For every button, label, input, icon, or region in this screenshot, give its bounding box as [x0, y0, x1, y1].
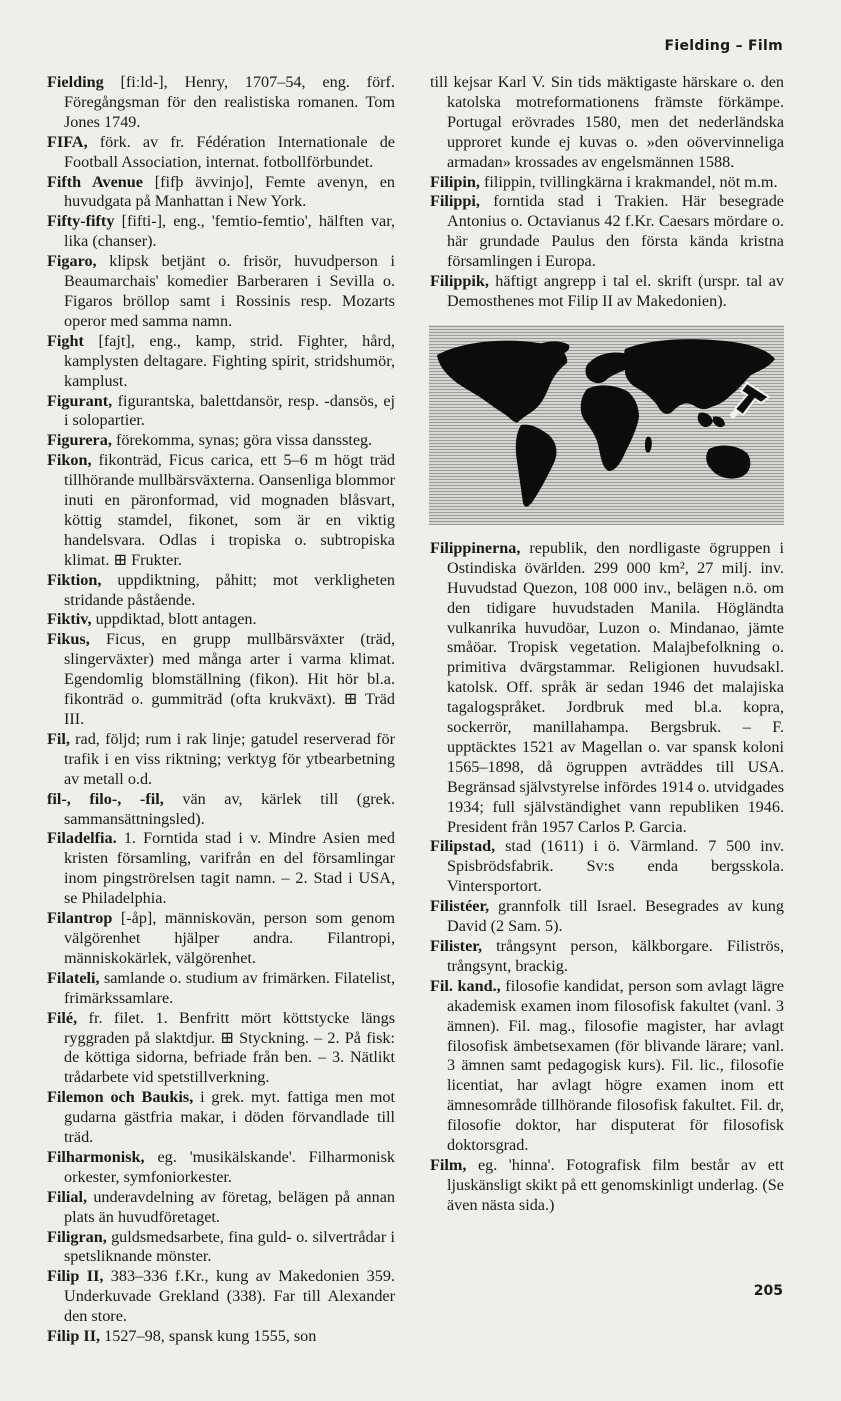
- dictionary-entry: [47, 133, 395, 173]
- dictionary-entry: [430, 977, 784, 1156]
- entry-text: uppdiktad, blott antagen.: [91, 610, 257, 629]
- dictionary-entry: [47, 1228, 395, 1268]
- entry-headword: Filadelfia.: [47, 829, 117, 848]
- dictionary-entry: [47, 730, 395, 790]
- entry-text: [-åp], människovän, person som genom välgörenhet hjälper andra. Filantropi, människokärlek, välgörenhet.: [64, 909, 395, 967]
- entry-headword: Figaro,: [47, 252, 97, 271]
- entry-text: trångsynt person, kälkborgare. Filiströs, trångsynt, brackig.: [447, 937, 784, 975]
- entry-text: guldsmedsarbete, fina guld- o. silvertrådar i spetsliknande mönster.: [64, 1227, 395, 1266]
- entry-text: fr. filet. 1. Benfritt mört köttstycke längs ryggraden på slaktdjur. ⊞ Styckning. – 2. På fisk: de köttiga sidorna, befriade från ben. – 3. Nätlikt trådarbete vid spetstillverkning.: [64, 1008, 395, 1087]
- dictionary-entry: [430, 937, 784, 977]
- entry-headword: FIFA,: [47, 132, 88, 151]
- entry-text: i grek. myt. fattiga men mot gudarna gästfria makar, i döden förvandlade till träd.: [64, 1088, 396, 1147]
- entry-headword: Filipstad,: [430, 837, 496, 856]
- entry-text: eg. 'musikälskande'. Filharmonisk orkester, symfoniorkester.: [64, 1147, 395, 1186]
- dictionary-entry: [430, 539, 784, 838]
- dictionary-entry: [47, 969, 395, 1009]
- dictionary-entry: [47, 252, 395, 332]
- dictionary-entry: [47, 571, 395, 611]
- entry-text: republik, den nordligaste ögruppen i Ostindiska övärlden. 299 000 km², 27 milj. inv. Huvudstad Quezon, 108 000 inv., belägen n.ö. om den tidigare huvudstaden Manila. Högländta vulkanrika huvudöar, Luzon o. Mindanao, jämte småöar. Tropisk vegetation. Malajbefolkning o. primitiva dvärgstammar. Religionen huvudsakl. katolsk. Off. språk är sedan 1946 det malajiska tagalogspråket. Jordbruk med bl.a. kopra, sockerrör, manillahampa. Bergsbruk. – F. upptäcktes 1521 av Magellan o. var spansk koloni 1565–1898, då ögruppen avträddes till USA. Begränsad självstyrelse infördes 1914 o. utvidgades 1934; full självständighet vann republiken 1946. President från 1957 Carlos P. Garcia.: [447, 538, 784, 836]
- entry-text: häftigt angrepp i tal el. skrift (urspr. tal av Demosthenes mot Filip II av Makedonien).: [447, 272, 784, 310]
- entry-text: underavdelning av företag, belägen på annan plats än huvudföretaget.: [64, 1187, 395, 1226]
- entry-text: rad, följd; rum i rak linje; gatudel reserverad för trafik i en viss riktning; verktyg för ytbearbetning av metall o.d.: [64, 729, 395, 788]
- right-column: [430, 73, 784, 1216]
- left-column: [47, 73, 395, 1347]
- entry-headword: Figurant,: [47, 391, 113, 410]
- entry-text: förekomma, synas; göra vissa danssteg.: [111, 431, 373, 450]
- entry-text: 1527–98, spansk kung 1555, son: [100, 1327, 317, 1346]
- entry-headword: Fifth Avenue: [47, 172, 143, 191]
- entry-text: vän av, kärlek till (grek. sammansättningsled).: [64, 789, 395, 828]
- dictionary-entry: [47, 1009, 395, 1089]
- entry-headword: Filigran,: [47, 1227, 107, 1246]
- page-number: 205: [753, 1283, 783, 1299]
- entry-headword: Fielding: [47, 73, 104, 91]
- entry-headword: Fight: [47, 331, 84, 350]
- entry-text: Ficus, en grupp mullbärsväxter (träd, slingerväxter) med många arter i varma klimat. Egendomlig blomställning (fikon). Hit hör bl.a. fikonträd o. gummiträd (ofta krukväxt). ⊞ Träd III.: [64, 630, 395, 728]
- entry-headword: Fikon,: [47, 451, 92, 470]
- dictionary-entry: [47, 451, 395, 570]
- entry-headword: Filharmonisk,: [47, 1147, 145, 1166]
- right-column-bottom: [430, 539, 784, 1216]
- entry-headword: Filé,: [47, 1008, 78, 1027]
- dictionary-entry: [47, 610, 395, 630]
- entry-headword: Fiktiv,: [47, 610, 92, 629]
- right-column-top: [430, 73, 784, 312]
- entry-text: klipsk betjänt o. frisör, huvudperson i Beaumarchais' komedier Barberaren i Sevilla o. Figaros bröllop samt i Rossinis resp. Mozarts operor med samma namn.: [64, 252, 395, 330]
- dictionary-entry: [47, 790, 395, 830]
- entry-text: fikonträd, Ficus carica, ett 5–6 m högt träd tillhörande mullbärsväxterna. Oansenliga blommor inuti en päronformad, vid mognaden blåsvart, köttig stamdel, fikonet, som är en viktig handelsvara. Odlas i tropiska o. subtropiska klimat. ⊞ Frukter.: [64, 451, 395, 569]
- entry-headword: Filateli,: [47, 968, 100, 987]
- dictionary-entry: [430, 897, 784, 937]
- entry-text: [fifti-], eng., 'femtio-femtio', hälften var, lika (chanser).: [64, 212, 395, 251]
- world-map-arrow-icon: [429, 325, 784, 525]
- entry-text: eg. 'hinna'. Fotografisk film består av ett ljuskänsligt skikt på ett genomskinligt underlag. (Se även nästa sida.): [447, 1155, 784, 1214]
- entry-headword: Filantrop: [47, 909, 113, 928]
- dictionary-entry: [47, 173, 395, 213]
- dictionary-entry: [47, 1327, 395, 1347]
- dictionary-entry: [47, 212, 395, 252]
- dictionary-entry: [47, 1148, 395, 1188]
- entry-headword: Filial,: [47, 1187, 88, 1206]
- world-map-figure: [429, 325, 784, 525]
- entry-text: [fiːld-], Henry, 1707–54, eng. förf. Föregångsman för den realistiska romanen. Tom Jones 1749.: [64, 73, 395, 131]
- dictionary-entry: [47, 1188, 395, 1228]
- running-head: Fielding – Film: [664, 38, 783, 54]
- dictionary-entry: [47, 630, 395, 730]
- dictionary-entry: [430, 73, 784, 173]
- entry-headword: Filistéer,: [430, 897, 490, 916]
- entry-text: stad (1611) i ö. Värmland. 7 500 inv. Spisbrödsfabrik. Sv:s enda bergsskola. Vintersportort.: [447, 837, 784, 896]
- entry-text: [fifþ ävvinjo], Femte avenyn, en huvudgata på Manhattan i New York.: [64, 172, 395, 211]
- entry-text: 383–336 f.Kr., kung av Makedonien 359. Underkuvade Grekland (338). Far till Alexander den store.: [64, 1267, 395, 1326]
- dictionary-entry: [47, 1267, 395, 1327]
- dictionary-entry: [430, 192, 784, 272]
- entry-headword: Fil. kand.,: [430, 976, 501, 995]
- entry-text: filosofie kandidat, person som avlagt lägre akademisk examen inom filosofisk fakultet (vanl. 3 ämnen). Fil. mag., filosofie magister, har avlagt filosofisk ämbetsexamen (för blivande lärare; vanl. 3 ämnen samt pedagogisk kurs). Fil. lic., filosofie licentiat, har avlagt högre examen inom ett ämnesområde tillhörande filosofisk fakultet. Fil. dr, filosofie doktor, har disputerat för filosofisk doktorsgrad.: [447, 976, 784, 1155]
- dictionary-entry: [430, 1156, 784, 1216]
- entry-headword: Fiktion,: [47, 570, 102, 589]
- entry-text: figurantska, balettdansör, resp. -dansös, ej i solopartier.: [64, 391, 395, 430]
- dictionary-entry: [47, 1088, 395, 1148]
- entry-headword: Fil,: [47, 729, 70, 748]
- entry-headword: Filip II,: [47, 1267, 104, 1286]
- entry-headword: Figurera,: [47, 431, 112, 450]
- entry-headword: Fikus,: [47, 630, 90, 649]
- entry-text: [fajt], eng., kamp, strid. Fighter, hård, kamplysten deltagare. Fighting spirit, stridshumör, kamplust.: [64, 331, 395, 390]
- dictionary-entry: [47, 909, 395, 969]
- dictionary-entry: [47, 73, 395, 133]
- entry-text: filippin, tvillingkärna i krakmandel, nöt m.m.: [479, 172, 778, 191]
- entry-headword: Filip II,: [47, 1327, 101, 1346]
- dictionary-entry: [430, 173, 784, 193]
- dictionary-entry: [47, 431, 395, 451]
- entry-headword: Filister,: [430, 937, 482, 955]
- entry-headword: fil-, filo-, -fil,: [47, 789, 164, 808]
- dictionary-entry: [47, 392, 395, 432]
- entry-headword: Filemon och Baukis,: [47, 1088, 194, 1107]
- entry-text: 1. Forntida stad i v. Mindre Asien med kristen församling, varifrån en del församlingar inom pingströrelsen tagit namn. – 2. Stad i USA, se Philadelphia.: [64, 829, 395, 908]
- entry-text: forntida stad i Trakien. Här besegrade Antonius o. Octavianus 42 f.Kr. Caesars mördare o. här grundade Paulus den första kända kristna församlingen i Europa.: [447, 192, 784, 271]
- entry-text: förk. av fr. Fédération Internationale de Football Association, internat. fotbollförbundet.: [64, 132, 395, 171]
- dictionary-entry: [430, 837, 784, 897]
- entry-headword: Film,: [430, 1155, 467, 1174]
- entry-headword: Filippik,: [430, 272, 489, 291]
- dictionary-entry: [47, 332, 395, 392]
- entry-text: till kejsar Karl V. Sin tids mäktigaste härskare o. den katolska motreformationens främste förkämpe. Portugal erövrades 1580, men det nederländska upproret kunde ej kuvas o. »den oövervinneliga armadan» krossades av engelsmännen 1588.: [430, 73, 784, 171]
- dictionary-entry: [47, 829, 395, 909]
- entry-headword: Fifty-fifty: [47, 212, 115, 231]
- entry-text: grannfolk till Israel. Besegrades av kung David (2 Sam. 5).: [447, 897, 784, 936]
- entry-text: uppdiktning, påhitt; mot verkligheten stridande påstående.: [64, 570, 395, 609]
- entry-text: samlande o. studium av frimärken. Filatelist, frimärkssamlare.: [64, 968, 395, 1007]
- entry-headword: Filippi,: [430, 192, 480, 211]
- entry-headword: Filippinerna,: [430, 538, 521, 557]
- entry-headword: Filipin,: [430, 172, 480, 191]
- dictionary-entry: [430, 272, 784, 312]
